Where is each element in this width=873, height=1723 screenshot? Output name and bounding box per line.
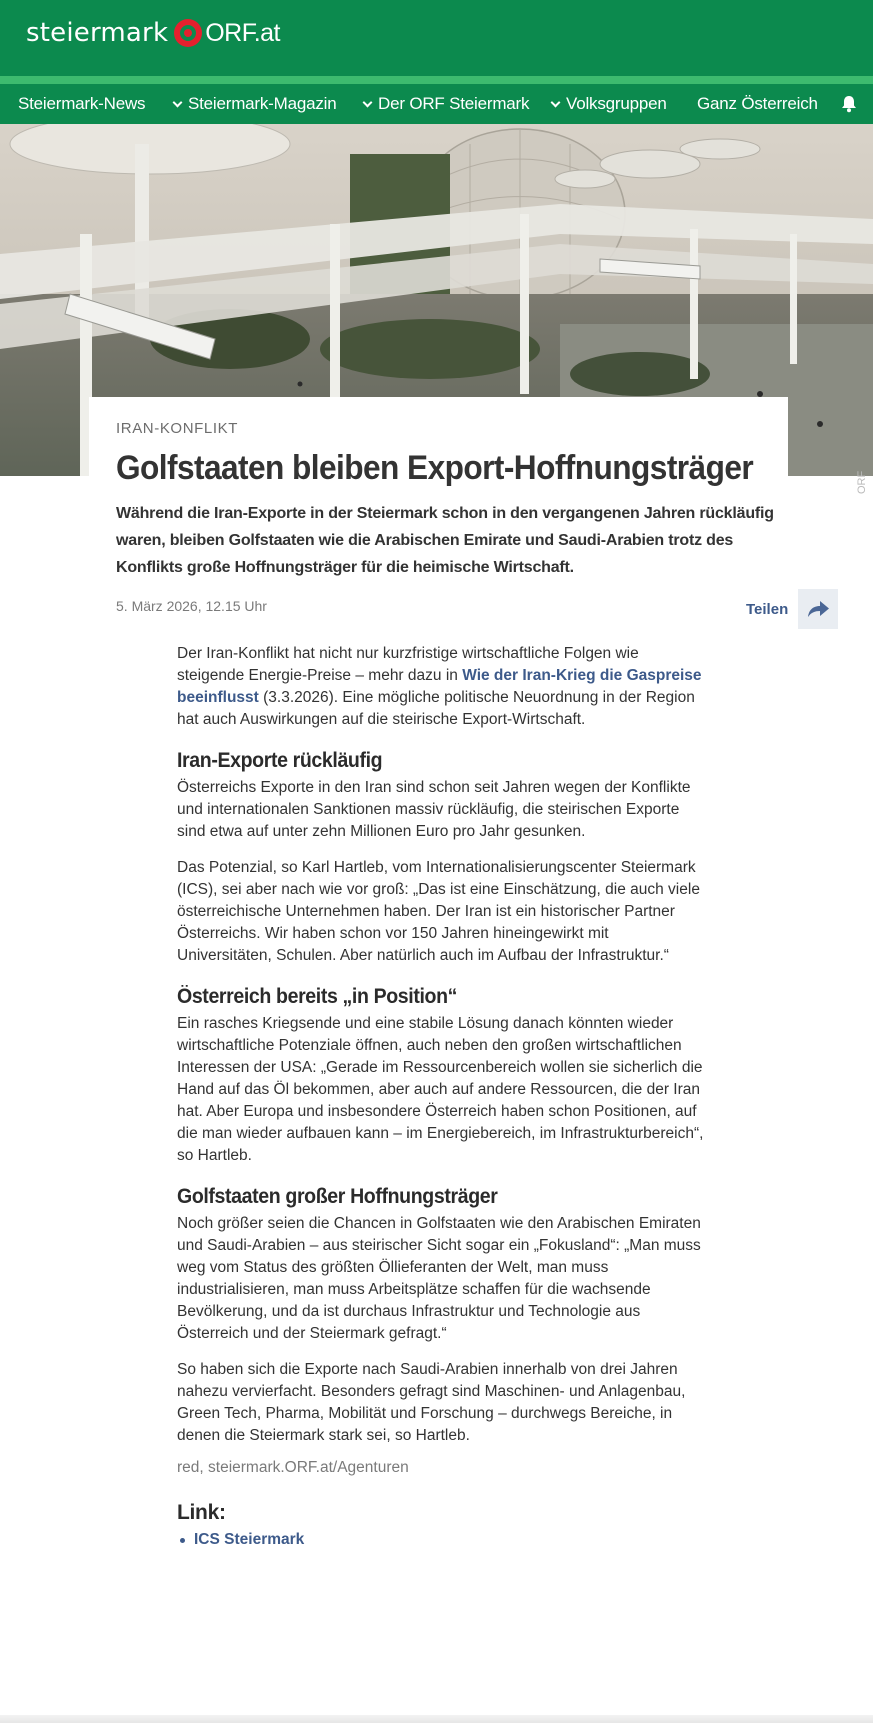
link-ics-steiermark[interactable]: ICS Steiermark [194, 1531, 305, 1548]
nav-item-steiermark-magazin[interactable] [172, 84, 337, 124]
orf-eye-icon [174, 19, 202, 47]
article-intro [177, 643, 707, 731]
nav-item-volksgruppen[interactable] [550, 84, 667, 124]
image-credit: ORF [856, 470, 868, 494]
nav-item-label: Steiermark-News [18, 94, 146, 113]
paragraph: So haben sich die Exporte nach Saudi-Arabien innerhalb von drei Jahren nahezu vervierfacht. Besonders gefragt sind Maschinen- und Anlagenbau, Green Tech, Pharma, Mobilität und Forschung – durchwegs Bereiche, in denen die Steiermark stark sei, so Hartleb. [177, 1361, 686, 1444]
main-nav [0, 84, 873, 124]
nav-item-label: Der ORF Steiermark [378, 94, 530, 113]
chevron-down-icon [173, 97, 183, 107]
article-date: 5. März 2026, 12.15 Uhr [116, 598, 267, 614]
links-heading: Link: [177, 1501, 226, 1524]
paragraph: Österreichs Exporte in den Iran sind schon seit Jahren wegen der Konflikte und internationalen Sanktionen massiv rückläufig, die steirischen Exporte sind etwa auf unter zehn Millionen Euro pro Jahr gesunken. [177, 779, 691, 840]
section-heading: Golfstaaten großer Hoffnungsträger [177, 1185, 498, 1208]
paragraph: Ein rasches Kriegsende und eine stabile Lösung danach könnten wieder wirtschaftliche Potenziale öffnen, auch neben den großen wirtschaftlichen Interessen der USA: „Gerade im Ressourcenbereich wollen sie sicherlich die Hand auf das Öl bekommen, aber auch auf andere Ressourcen, die der Iran hat. Aber Europa und insbesondere Österreich haben schon Positionen, auf die man wieder aufbauen kann – im Energiebereich, im Infrastrukturbereich“, so Hartleb. [177, 1015, 704, 1164]
nav-item-steiermark-news[interactable] [18, 84, 145, 124]
share-arrow-icon [806, 599, 830, 619]
site-header [0, 0, 873, 76]
chevron-down-icon [551, 97, 561, 107]
section-heading: Österreich bereits „in Position“ [177, 985, 458, 1008]
article-body [177, 643, 707, 1549]
bell-icon[interactable] [839, 94, 859, 114]
section-heading: Iran-Exporte rückläufig [177, 749, 383, 772]
link-item[interactable] [177, 1531, 707, 1549]
share-label: Teilen [746, 600, 789, 618]
article-source: red, steiermark.ORF.at/Agenturen [177, 1459, 409, 1476]
intro-text-after: (3.3.2026). Eine mögliche politische Neuordnung in der Region hat auch Auswirkungen auf die steirische Export-Wirtschaft. [177, 689, 695, 728]
article-kicker[interactable]: IRAN-KONFLIKT [116, 420, 238, 437]
site-logo[interactable] [26, 18, 280, 48]
page-bottom-edge [0, 1715, 873, 1723]
paragraph: Noch größer seien die Chancen in Golfstaaten wie den Arabischen Emiraten und Saudi-Arabien – aus steirischer Sicht sogar ein „Fokusland“: „Man muss weg vom Status des größten Öllieferanten der Welt, man muss industrialisieren, man muss Arbeitsplätze schaffen für die wachsende Bevölkerung, und da ist durchaus Infrastruktur und Technologie aus Österreich und der Steiermark gefragt.“ [177, 1215, 701, 1342]
header-stripe [0, 76, 873, 84]
logo-region-text: steiermark [26, 18, 169, 48]
paragraph: Das Potenzial, so Karl Hartleb, vom Internationalisierungscenter Steiermark (ICS), sei aber nach wie vor groß: „Das ist eine Einschätzung, die auch viele österreichische Unternehmen haben. Der Iran ist ein historischer Partner Österreichs. Wir haben schon vor 150 Jahren hineingewirkt mit Universitäten, Schulen. Aber natürlich auch im Aufbau der Infrastruktur.“ [177, 859, 700, 964]
bullet-icon [180, 1538, 185, 1543]
links-list [177, 1531, 707, 1549]
logo-orf-text: ORF.at [205, 18, 280, 47]
nav-item-ganz-oesterreich[interactable] [697, 84, 818, 124]
chevron-down-icon [363, 97, 373, 107]
share-icon-box[interactable] [798, 589, 838, 629]
nav-item-label: Volksgruppen [566, 94, 667, 113]
nav-item-der-orf-steiermark[interactable] [362, 84, 529, 124]
nav-item-label: Ganz Österreich [697, 94, 818, 113]
share-button[interactable] [746, 589, 838, 629]
article-lead: Während die Iran-Exporte in der Steiermark schon in den vergangenen Jahren rückläufig waren, bleiben Golfstaaten wie die Arabischen Emirate und Saudi-Arabien trotz des Konflikts große Hoffnungsträger für die heimische Wirtschaft. [116, 505, 774, 576]
nav-item-label: Steiermark-Magazin [188, 94, 337, 113]
gaspreise-link[interactable]: Wie der Iran-Krieg die Gaspreise beeinflusst [177, 667, 702, 706]
article-headline: Golfstaaten bleiben Export-Hoffnungsträger [116, 449, 754, 487]
intro-text-before: Der Iran-Konflikt hat nicht nur kurzfristige wirtschaftliche Folgen wie steigende Energie-Preise – mehr dazu in [177, 645, 639, 684]
